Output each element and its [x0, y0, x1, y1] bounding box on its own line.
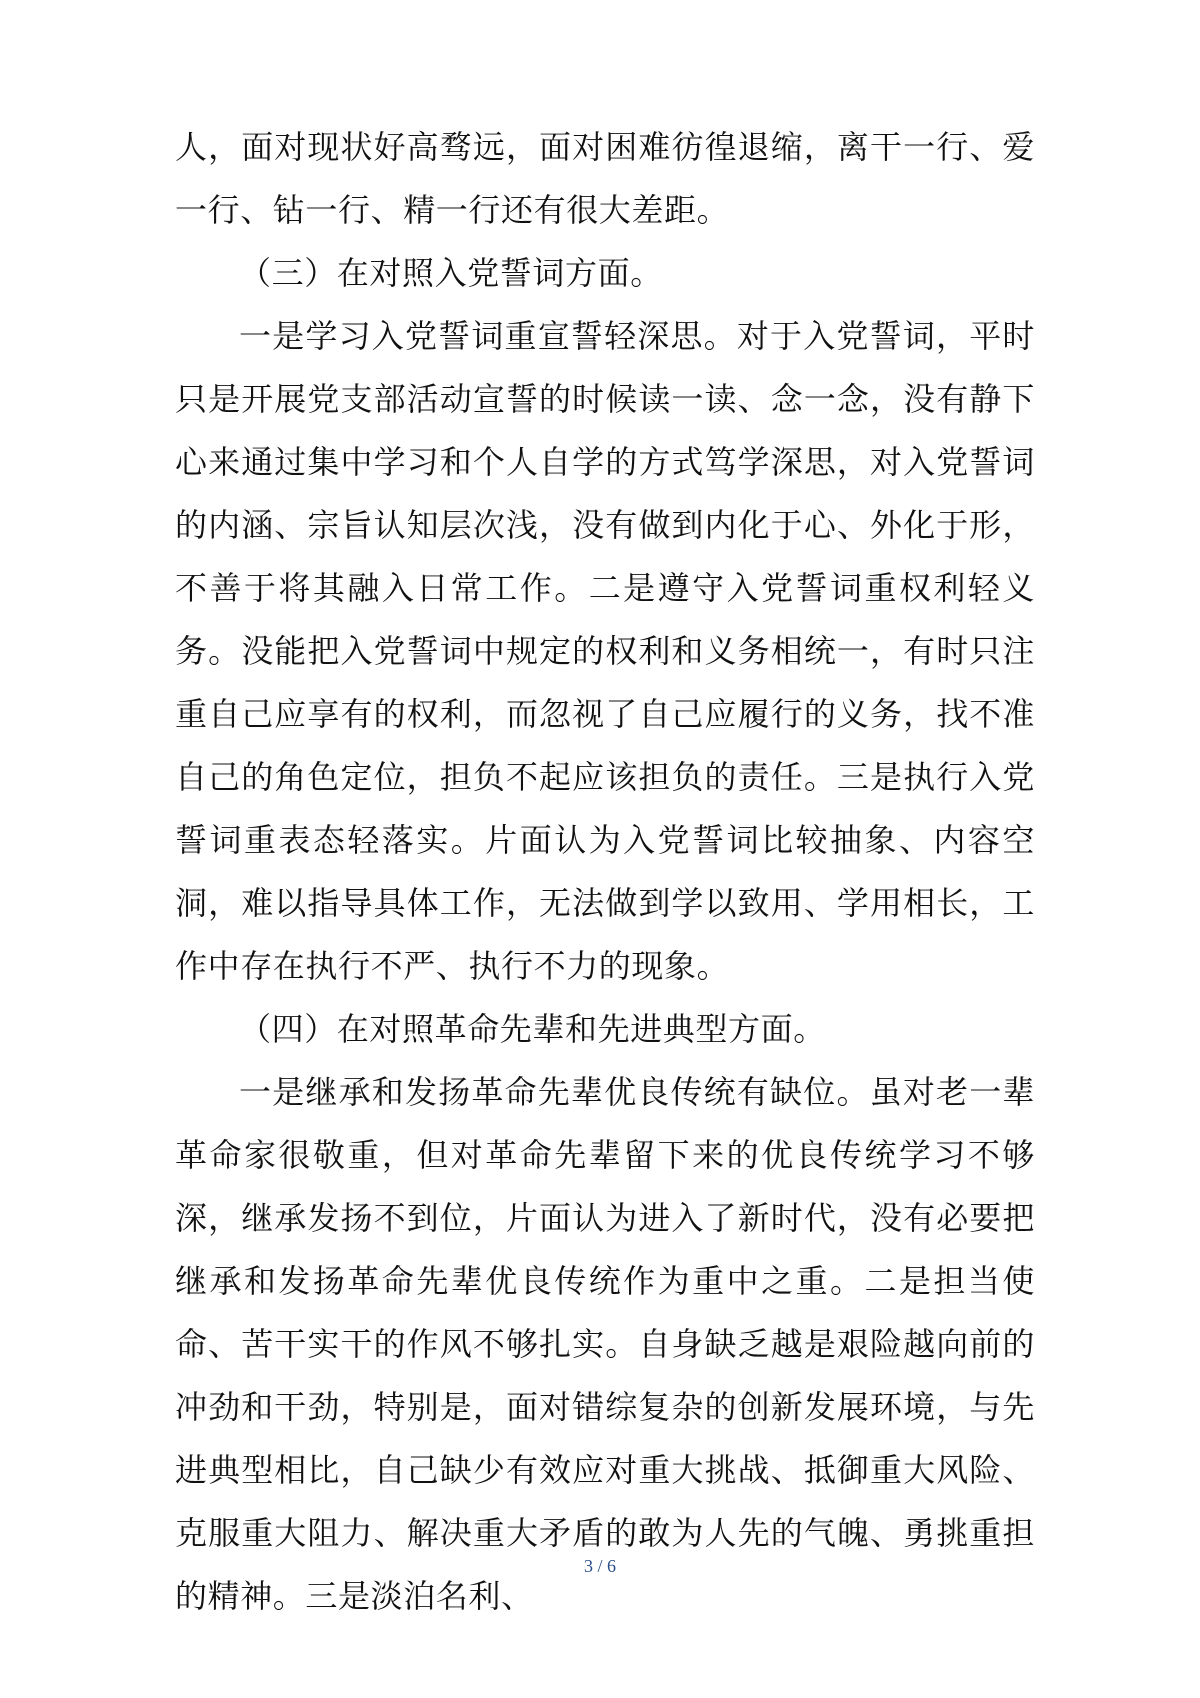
page-number: 3 / 6 [583, 1556, 616, 1576]
document-body [175, 116, 1035, 1628]
section-heading-3: （三）在对照入党誓词方面。 [239, 254, 663, 292]
paragraph-oath: 一是学习入党誓词重宣誓轻深思。对于入党誓词，平时只是开展党支部活动宣誓的时候读一读、念一念，没有静下心来通过集中学习和个人自学的方式笃学深思，对入党誓词的内涵、宗旨认知层次浅，没有做到内化于心、外化于形，不善于将其融入日常工作。二是遵守入党誓词重权利轻义务。没能把入党誓词中规定的权利和义务相统一，有时只注重自己应享有的权利，而忽视了自己应履行的义务，找不准自己的角色定位，担负不起应该担负的责任。三是执行入党誓词重表态轻落实。片面认为入党誓词比较抽象、内容空洞，难以指导具体工作，无法做到学以致用、学用相长，工作中存在执行不严、执行不力的现象。 [175, 317, 1035, 985]
section-heading-4: （四）在对照革命先辈和先进典型方面。 [239, 1010, 826, 1048]
paragraph-continuation: 人，面对现状好高骛远，面对困难彷徨退缩，离干一行、爱一行、钻一行、精一行还有很大差距。 [175, 128, 1035, 229]
paragraph-pioneers: 一是继承和发扬革命先辈优良传统有缺位。虽对老一辈革命家很敬重，但对革命先辈留下来的优良传统学习不够深，继承发扬不到位，片面认为进入了新时代，没有必要把继承和发扬革命先辈优良传统作为重中之重。二是担当使命、苦干实干的作风不够扎实。自身缺乏越是艰险越向前的冲劲和干劲，特别是，面对错综复杂的创新发展环境，与先进典型相比，自己缺少有效应对重大挑战、抵御重大风险、克服重大阻力、解决重大矛盾的敢为人先的气魄、勇挑重担的精神。三是淡泊名利、 [175, 1073, 1035, 1615]
